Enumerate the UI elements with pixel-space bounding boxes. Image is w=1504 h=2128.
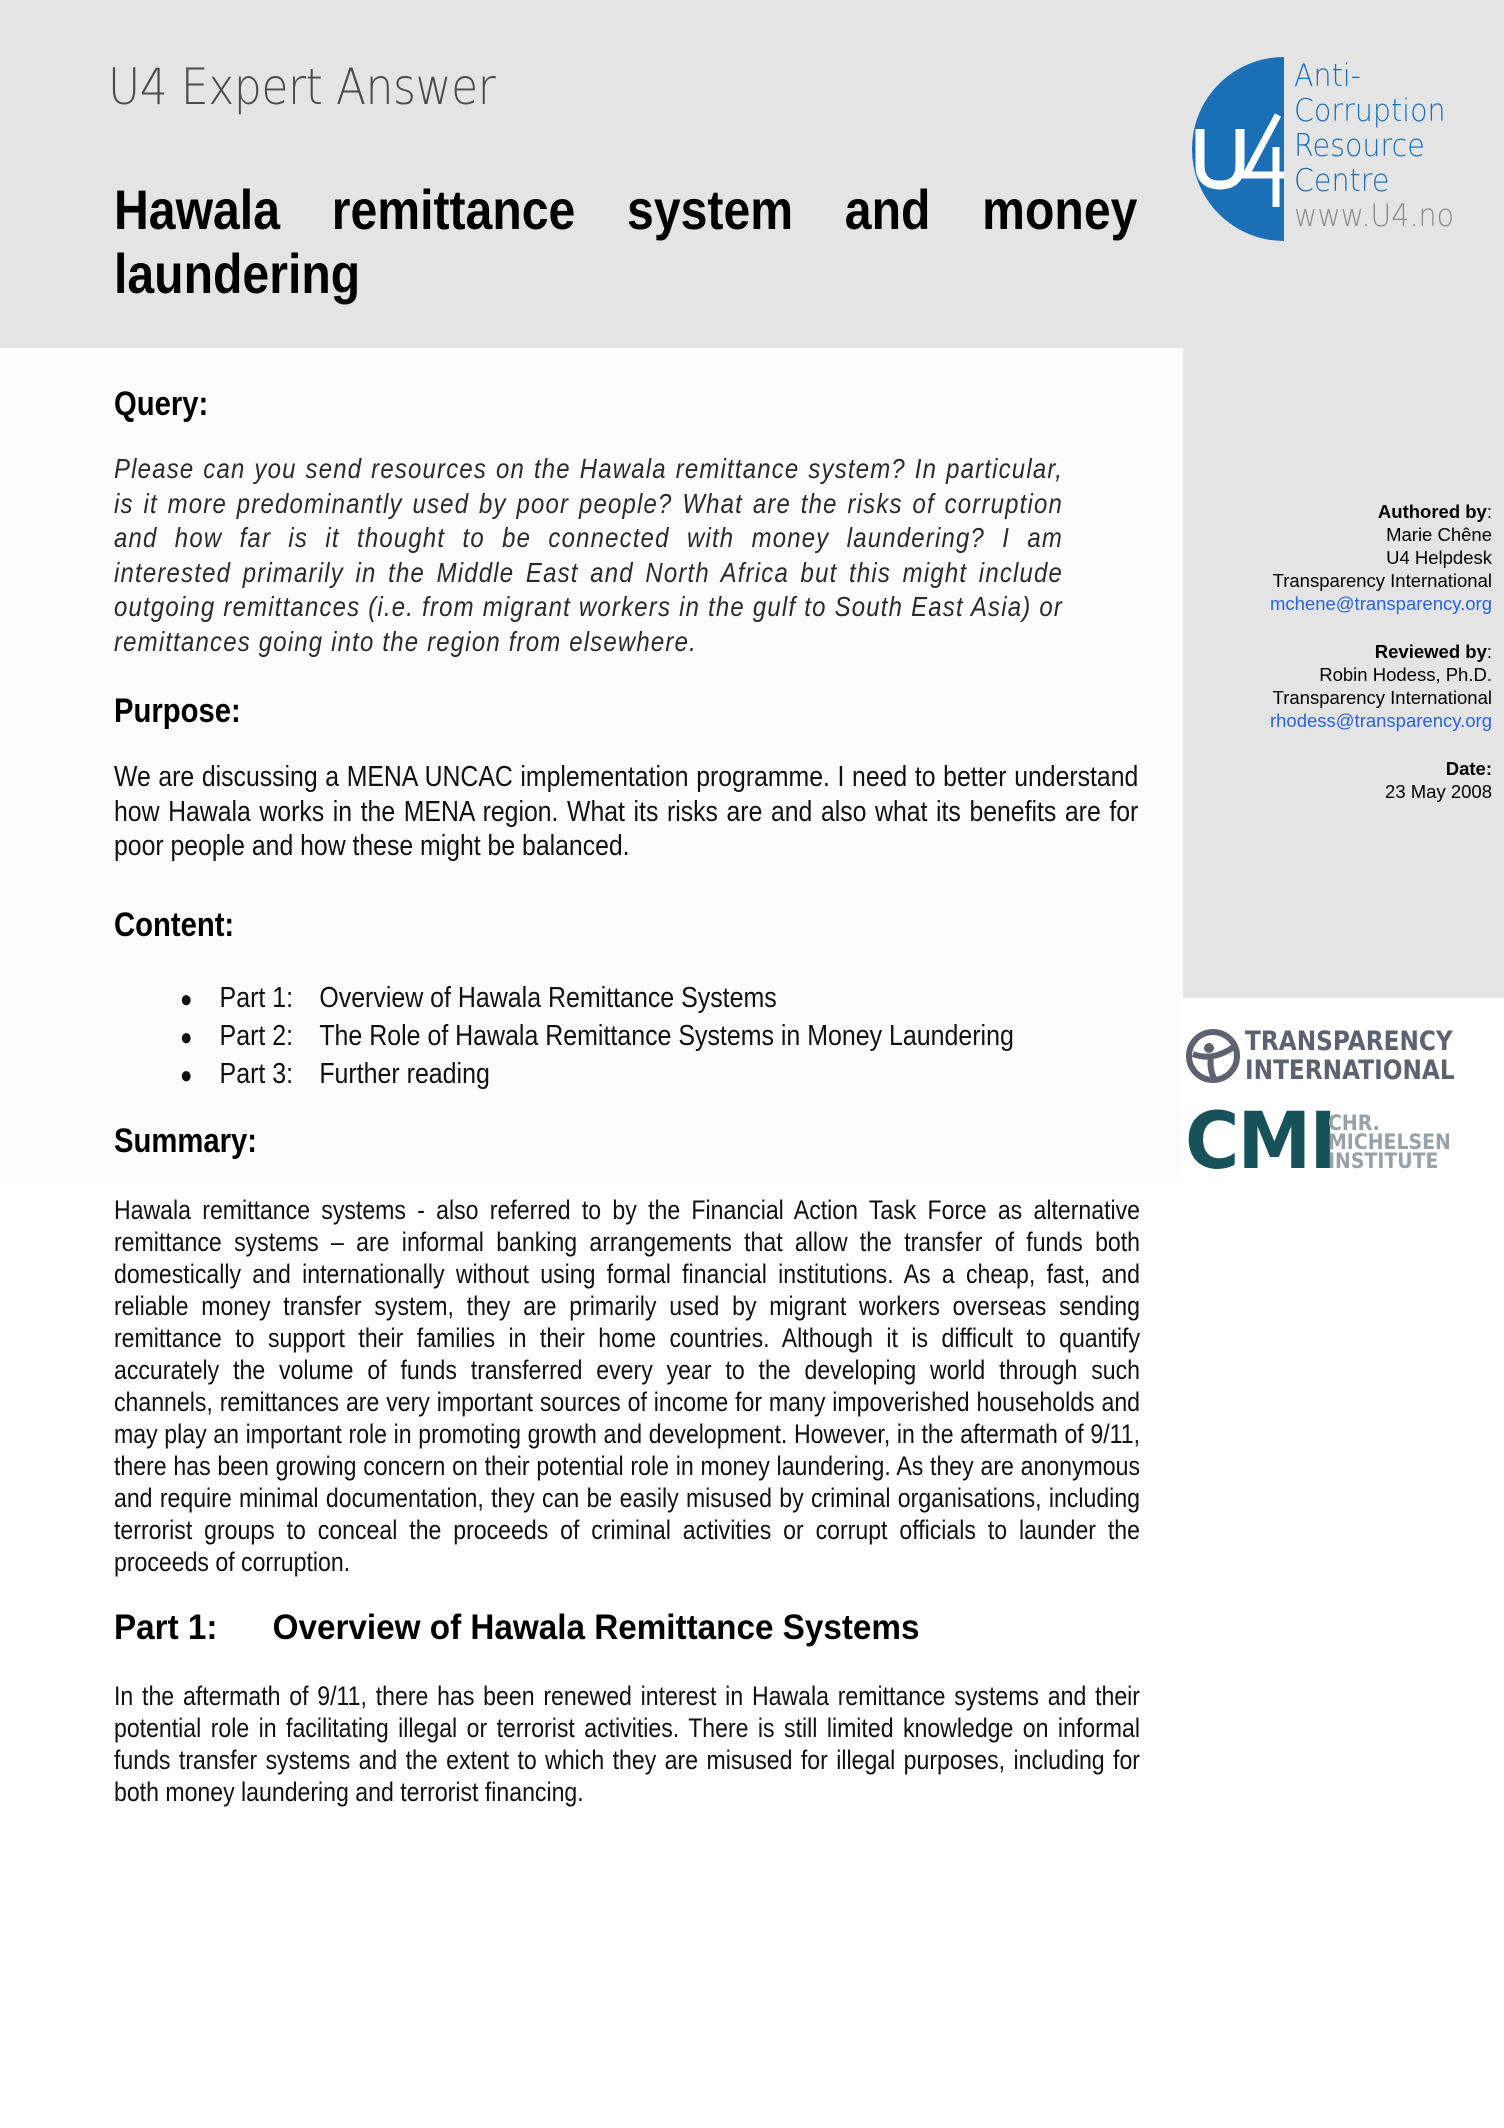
summary-heading: Summary: bbox=[114, 1122, 258, 1160]
content-item[interactable] bbox=[180, 980, 1040, 1018]
author-unit: U4 Helpdesk bbox=[1386, 547, 1492, 568]
reviewer-name: Robin Hodess, Ph.D. bbox=[1319, 664, 1492, 685]
u4-logo-line: Resource bbox=[1294, 128, 1425, 164]
content-item[interactable] bbox=[180, 1056, 1040, 1094]
u4-logo bbox=[1192, 57, 1492, 242]
u4-logo-line: Corruption bbox=[1294, 93, 1446, 129]
transparency-international-logo bbox=[1185, 1026, 1465, 1088]
authored-block: Authored by: Marie Chêne U4 Helpdesk Transparency International mchene@transparency.org bbox=[1269, 501, 1492, 614]
content-heading: Content: bbox=[114, 906, 235, 944]
bullet-icon: ● bbox=[180, 1062, 193, 1089]
purpose-text: We are discussing a MENA UNCAC implementation programme. I need to better understand how Hawala works in the MENA region. What its risks are and also what its benefits are for poor people and how these might be balanced. bbox=[114, 761, 1139, 862]
part1-heading bbox=[114, 1608, 919, 1648]
content-item-part: Part 1: bbox=[219, 982, 294, 1014]
content-item-title: Further reading bbox=[319, 1058, 490, 1090]
content-item-title: The Role of Hawala Remittance Systems in Money Laundering bbox=[319, 1020, 1014, 1052]
ti-logo-text bbox=[1245, 1027, 1455, 1085]
u4-logo-line: Centre bbox=[1294, 163, 1390, 199]
cmi-logo bbox=[1185, 1097, 1465, 1187]
reviewed-block: Reviewed by: Robin Hodess, Ph.D. Transparency International rhodess@transparency.org bbox=[1269, 641, 1492, 731]
content-item-part: Part 3: bbox=[219, 1058, 294, 1090]
bullet-icon: ● bbox=[180, 986, 193, 1013]
part1-text: In the aftermath of 9/11, there has been renewed interest in Hawala remittance systems and their potential role in facilitating illegal or terrorist activities. There is still limited knowledge on informal funds transfer systems and the extent to which they are misused for illegal purposes, including for both money laundering and terrorist financing. bbox=[114, 1681, 1140, 1807]
author-org: Transparency International bbox=[1272, 570, 1492, 591]
cmi-line: MICHELSEN bbox=[1328, 1130, 1451, 1154]
ti-globe-icon bbox=[1185, 1028, 1241, 1084]
date-value: 23 May 2008 bbox=[1385, 781, 1492, 802]
content-list bbox=[180, 980, 1040, 1094]
bullet-icon: ● bbox=[180, 1024, 193, 1051]
part1-number: Part 1: bbox=[114, 1608, 218, 1647]
date-block bbox=[1385, 757, 1492, 803]
purpose-heading: Purpose: bbox=[114, 692, 241, 730]
cmi-line: INSTITUTE bbox=[1328, 1149, 1439, 1173]
date-label: Date: bbox=[1445, 758, 1492, 779]
summary-text: Hawala remittance systems - also referred to by the Financial Action Task Force as alternative remittance systems – are informal banking arrangements that allow the transfer of funds both domestically and internationally without using formal financial institutions. As a cheap, fast, and reliable money transfer system, they are primarily used by migrant workers overseas sending remittance to support their families in their home countries. Although it is difficult to quantify accurately the volume of funds transferred every year to the developing world through such channels, remittances are very important sources of income for many impoverished households and may play an important role in promoting growth and development. However, in the aftermath of 9/11, there has been growing concern on their potential role in money laundering. As they are anonymous and require minimal documentation, they can be easily misused by criminal organisations, including terrorist groups to conceal the proceeds of criminal activities or corrupt officials to launder the proceeds of corruption. bbox=[114, 1195, 1140, 1577]
content-item-part: Part 2: bbox=[219, 1020, 294, 1052]
authored-label: Authored by bbox=[1377, 501, 1487, 522]
reviewed-label: Reviewed by bbox=[1374, 641, 1487, 662]
content-item-title: Overview of Hawala Remittance Systems bbox=[319, 982, 777, 1014]
u4-url-link[interactable]: www.U4.no bbox=[1294, 198, 1455, 234]
query-heading: Query: bbox=[114, 385, 209, 423]
cmi-line: CHR. bbox=[1328, 1111, 1380, 1135]
ti-line: TRANSPARENCY bbox=[1245, 1026, 1453, 1057]
author-email-link[interactable]: mchene@transparency.org bbox=[1269, 593, 1492, 614]
author-name: Marie Chêne bbox=[1386, 524, 1492, 545]
u4-logo-text bbox=[1294, 59, 1454, 234]
query-text: Please can you send resources on the Hawala remittance system? In particular, is it more predominantly used by poor people? What are the risks of corruption and how far is it thought to be connected with money laundering? I am interested primarily in the Middle East and North Africa but this might include outgoing remittances (i.e. from migrant workers in the gulf to South East Asia) or remittances going into the region from elsewhere. bbox=[114, 453, 1064, 657]
series-title: U4 Expert Answer bbox=[108, 58, 496, 116]
part1-title: Overview of Hawala Remittance Systems bbox=[272, 1608, 920, 1647]
reviewer-org: Transparency International bbox=[1272, 687, 1492, 708]
ti-line: INTERNATIONAL bbox=[1245, 1055, 1455, 1086]
cmi-mark: CMI bbox=[1185, 1097, 1335, 1187]
content-item[interactable] bbox=[180, 1018, 1040, 1056]
reviewer-email-link[interactable]: rhodess@transparency.org bbox=[1269, 710, 1492, 731]
u4-circle-icon bbox=[1192, 57, 1292, 242]
cmi-logo-text bbox=[1328, 1111, 1451, 1173]
u4-logo-line: Anti- bbox=[1294, 58, 1361, 94]
document-title: Hawala remittance system and money laundering bbox=[114, 178, 1138, 305]
